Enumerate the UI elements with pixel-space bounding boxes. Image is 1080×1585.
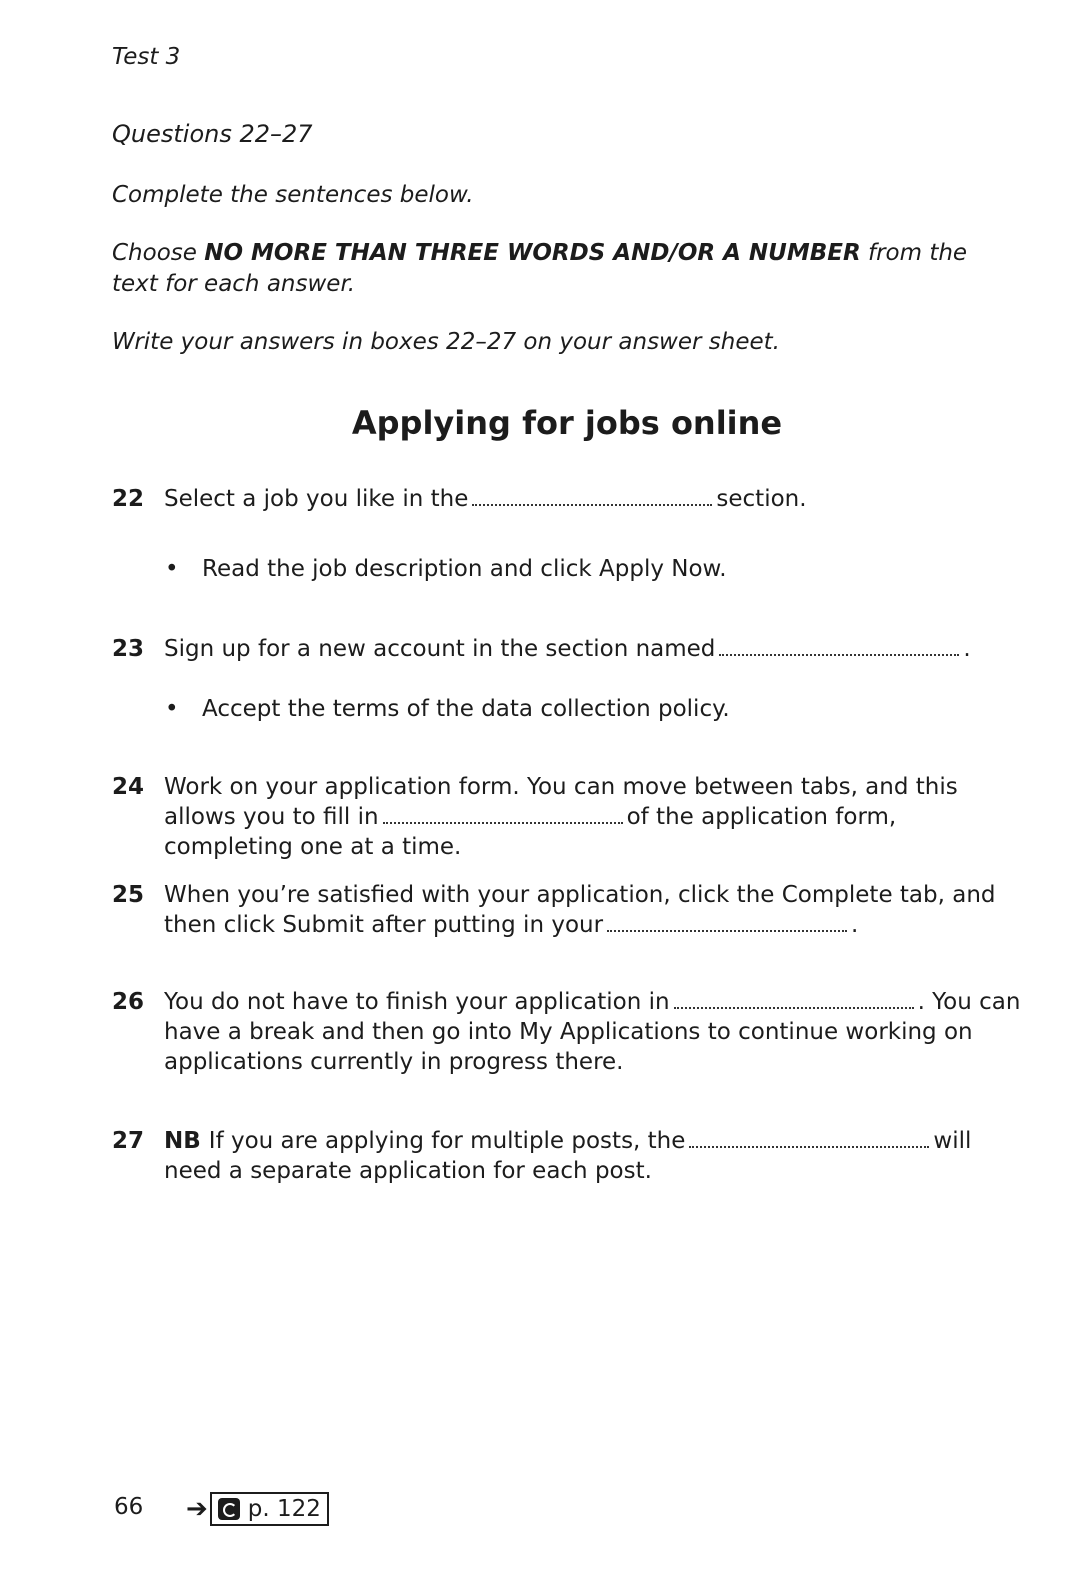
instruction-answer-sheet: Write your answers in boxes 22–27 on your answer sheet.: [112, 329, 780, 355]
question-26: [112, 987, 1032, 1077]
answer-blank[interactable]: [674, 999, 914, 1009]
bullet-icon: •: [165, 556, 179, 582]
arrow-right-icon: ➔: [186, 1494, 208, 1524]
question-text-after: will need a separate application for each post.: [164, 1128, 972, 1184]
question-text-after: .: [963, 636, 971, 662]
question-text: Work on your application form. You can move between tabs, and this allows you to fill in: [164, 774, 958, 830]
answer-blank[interactable]: [607, 922, 847, 932]
question-number: 26: [112, 989, 145, 1015]
question-number: 24: [112, 774, 145, 800]
question-text-after: .: [851, 912, 859, 938]
question-text: You do not have to finish your application in: [164, 989, 670, 1015]
reference-box[interactable]: [210, 1492, 329, 1526]
answer-key-reference[interactable]: [186, 1492, 329, 1526]
question-25: [112, 880, 1032, 940]
instruction-complete: Complete the sentences below.: [112, 182, 474, 208]
bullet-item: [165, 696, 730, 722]
answer-blank[interactable]: [719, 646, 959, 656]
page-title: Applying for jobs online: [351, 404, 783, 442]
question-number: 23: [112, 636, 145, 662]
question-text: If you are applying for multiple posts, the: [208, 1128, 686, 1154]
bullet-item: [165, 556, 727, 582]
nota-bene-label: NB: [164, 1128, 201, 1154]
instruction-word-limit-bold: NO MORE THAN THREE WORDS AND/OR A NUMBER: [204, 240, 861, 266]
instruction-word-limit-post: from the text for each answer.: [112, 240, 968, 297]
bullet-text: Accept the terms of the data collection policy.: [202, 696, 730, 722]
question-text-after: . You can have a break and then go into My Applications to continue working on applications currently in progress there.: [164, 989, 1021, 1075]
question-text: Sign up for a new account in the section named: [164, 636, 716, 662]
answer-blank[interactable]: [689, 1138, 929, 1148]
question-text-after: section.: [716, 486, 807, 512]
question-number: 27: [112, 1128, 145, 1154]
bullet-text: Read the job description and click Apply Now.: [202, 556, 727, 582]
question-text-after: of the application form, completing one at a time.: [164, 804, 897, 860]
question-text: Select a job you like in the: [164, 486, 469, 512]
instruction-word-limit-pre: Choose: [112, 240, 205, 266]
question-22: [112, 484, 1032, 514]
question-number: 25: [112, 882, 145, 908]
answer-blank[interactable]: [383, 814, 623, 824]
question-number: 22: [112, 486, 145, 512]
running-head: Test 3: [112, 44, 181, 70]
answer-blank[interactable]: [472, 496, 712, 506]
question-range: Questions 22–27: [112, 120, 313, 148]
question-23: [112, 634, 1032, 664]
question-27: [112, 1126, 1032, 1186]
answer-key-icon: [218, 1498, 240, 1520]
page-number: 66: [114, 1494, 144, 1520]
bullet-icon: •: [165, 696, 179, 722]
instruction-word-limit: [112, 238, 1012, 300]
question-24: [112, 772, 1032, 862]
reference-page: p. 122: [247, 1496, 321, 1522]
question-text: When you’re satisfied with your application, click the Complete tab, and then click Submit after putting in your: [164, 882, 996, 938]
